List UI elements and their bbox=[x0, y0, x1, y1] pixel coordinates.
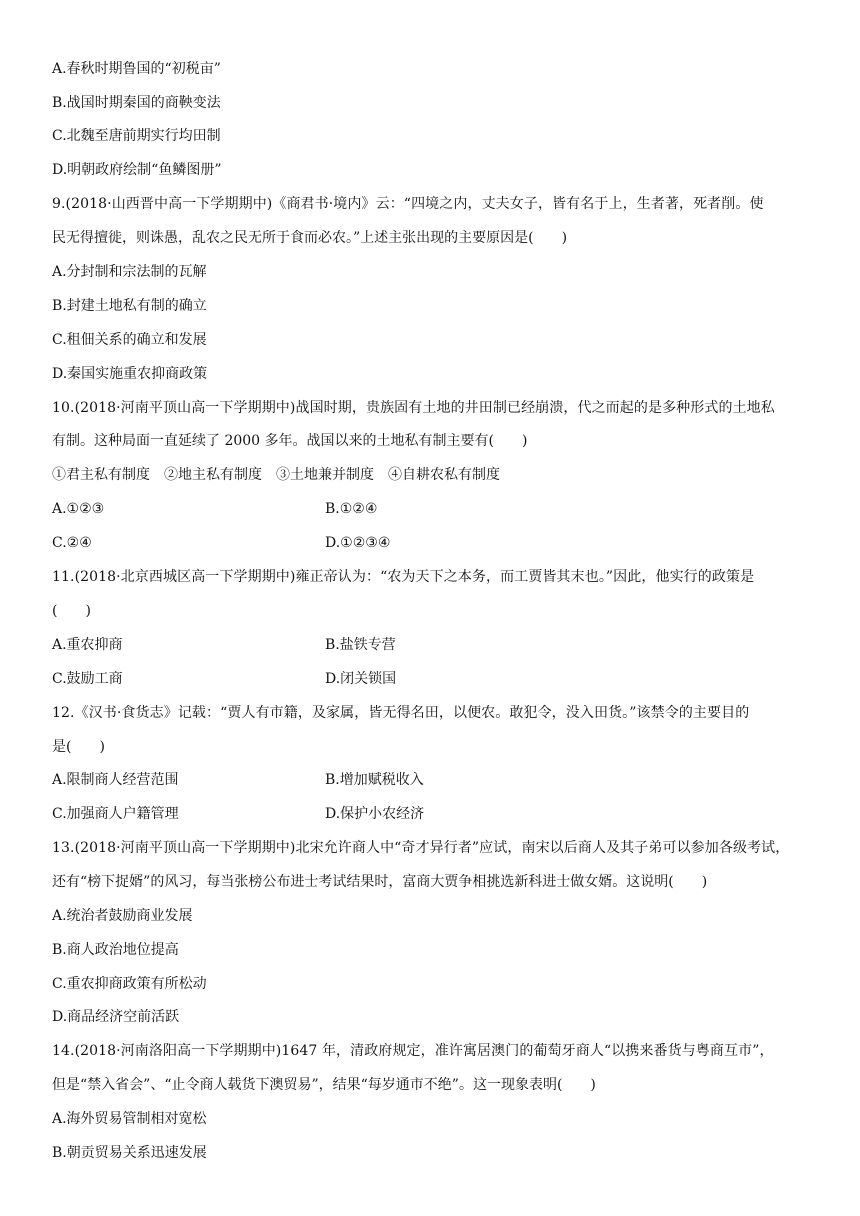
q12-stem-line2: 是( ) bbox=[52, 739, 105, 755]
q13-stem-line2: 还有“榜下捉婿”的风习，每当张榜公布进士考试结果时，富商大贾争相挑选新科进士做女婿。这说明( ) bbox=[52, 874, 708, 890]
q9-option-b: B.封建土地私有制的确立 bbox=[52, 298, 207, 314]
q13-option-a: A.统治者鼓励商业发展 bbox=[52, 908, 193, 924]
q14-option-b: B.朝贡贸易关系迅速发展 bbox=[52, 1145, 207, 1161]
q12-option-a: A.限制商人经营范围 bbox=[52, 772, 179, 788]
q8-option-a: A.春秋时期鲁国的“初税亩” bbox=[52, 61, 221, 77]
q10-stem-line2: 有制。这种局面一直延续了 2000 多年。战国以来的土地私有制主要有( ) bbox=[52, 433, 528, 449]
q11-option-a: A.重农抑商 bbox=[52, 637, 123, 653]
q11-stem-line2: ( ) bbox=[52, 603, 91, 619]
q12-option-b: B.增加赋税收入 bbox=[325, 772, 424, 788]
q9-stem-line2: 民无得擅徙，则诛愚，乱农之民无所于食而必农。”上述主张出现的主要原因是( ) bbox=[52, 230, 568, 246]
q11-option-d: D.闭关锁国 bbox=[325, 671, 397, 687]
q9-option-a: A.分封制和宗法制的瓦解 bbox=[52, 264, 207, 280]
q9-option-c: C.租佃关系的确立和发展 bbox=[52, 332, 207, 348]
q8-option-b: B.战国时期秦国的商鞅变法 bbox=[52, 95, 221, 111]
q11-option-c: C.鼓励工商 bbox=[52, 671, 123, 687]
q14-stem-line1: 14.(2018·河南洛阳高一下学期期中)1647 年，清政府规定，准许寓居澳门的葡萄牙商人“以携来番货与粤商互市”， bbox=[52, 1043, 774, 1059]
q9-stem-line1: 9.(2018·山西晋中高一下学期期中)《商君书·境内》云：“四境之内，丈夫女子，皆有名于上，生者著，死者削。使 bbox=[52, 196, 764, 212]
q9-option-d: D.秦国实施重农抑商政策 bbox=[52, 366, 208, 382]
q13-option-b: B.商人政治地位提高 bbox=[52, 942, 179, 958]
q13-stem-line1: 13.(2018·河南平顶山高一下学期期中)北宋允许商人中“奇才异行者”应试，南宋以后商人及其子弟可以参加各级考试， bbox=[52, 840, 790, 856]
q12-stem-line1: 12.《汉书·食货志》记载：“贾人有市籍，及家属，皆无得名田，以便农。敢犯令，没入田货。”该禁令的主要目的 bbox=[52, 705, 750, 721]
q10-option-d: D.①②③④ bbox=[325, 535, 391, 551]
q8-option-c: C.北魏至唐前期实行均田制 bbox=[52, 128, 221, 144]
q10-stem-line1: 10.(2018·河南平顶山高一下学期期中)战国时期，贵族固有土地的井田制已经崩溃，代之而起的是多种形式的土地私 bbox=[52, 400, 775, 416]
q13-option-c: C.重农抑商政策有所松动 bbox=[52, 976, 207, 992]
q10-option-c: C.②④ bbox=[52, 535, 92, 551]
q8-option-d: D.明朝政府绘制“鱼鳞图册” bbox=[52, 162, 222, 178]
q10-option-a: A.①②③ bbox=[52, 501, 105, 517]
q12-option-c: C.加强商人户籍管理 bbox=[52, 806, 179, 822]
q14-stem-line2: 但是“禁入省会”、“止令商人载货下澳贸易”，结果“每岁通市不绝”。这一现象表明( ) bbox=[52, 1077, 596, 1093]
q12-option-d: D.保护小农经济 bbox=[325, 806, 425, 822]
q11-option-b: B.盐铁专营 bbox=[325, 637, 396, 653]
q14-option-a: A.海外贸易管制相对宽松 bbox=[52, 1111, 207, 1127]
q11-stem-line1: 11.(2018·北京西城区高一下学期期中)雍正帝认为：“农为天下之本务，而工贾皆其末也。”因此，他实行的政策是 bbox=[52, 569, 755, 585]
q13-option-d: D.商品经济空前活跃 bbox=[52, 1009, 180, 1025]
q10-option-b: B.①②④ bbox=[325, 501, 378, 517]
q10-items: ①君主私有制度 ②地主私有制度 ③土地兼并制度 ④自耕农私有制度 bbox=[52, 467, 500, 483]
